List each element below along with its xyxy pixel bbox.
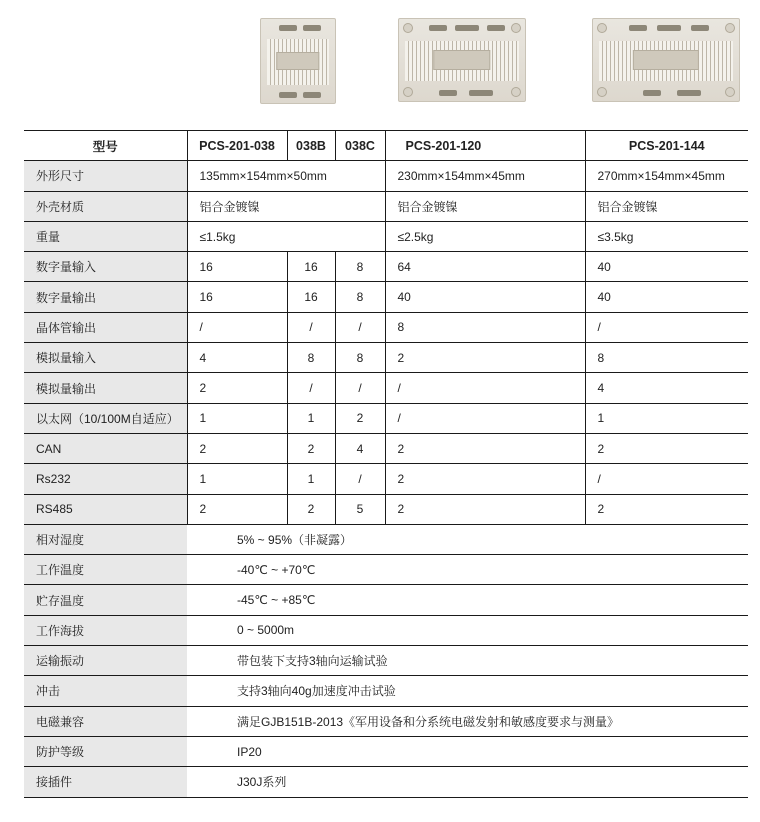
cell-038c: 8	[335, 252, 385, 282]
cell-038: 135mm×154mm×50mm	[187, 161, 385, 191]
common-value: 满足GJB151B-2013《军用设备和分系统电磁发射和敏感度要求与测量》	[187, 706, 748, 736]
cell-144: 2	[585, 494, 748, 524]
common-row	[24, 676, 748, 706]
cell-038: 16	[187, 282, 287, 312]
cell-144: 4	[585, 373, 748, 403]
cell-038c: 4	[335, 433, 385, 463]
product-image-pcs-201-120	[398, 18, 526, 102]
row-label: 晶体管输出	[24, 312, 187, 342]
cell-038b: 1	[287, 464, 335, 494]
common-row	[24, 555, 748, 585]
product-image-pcs-201-144	[592, 18, 740, 102]
cell-144: 2	[585, 433, 748, 463]
common-row	[24, 706, 748, 736]
cell-120: 2	[385, 343, 585, 373]
common-row	[24, 736, 748, 766]
common-row	[24, 767, 748, 797]
cell-038: 4	[187, 343, 287, 373]
cell-144: /	[585, 312, 748, 342]
common-value: 5% ~ 95%（非凝露）	[187, 524, 748, 554]
header-model-144: PCS-201-144	[585, 131, 748, 161]
cell-038: 铝合金镀镍	[187, 191, 385, 221]
cell-120: 8	[385, 312, 585, 342]
cell-038c: 8	[335, 282, 385, 312]
cell-038b: 2	[287, 433, 335, 463]
common-value: 带包装下支持3轴向运输试验	[187, 646, 748, 676]
product-image-pcs-201-038	[260, 18, 336, 104]
product-images	[0, 0, 760, 120]
cell-038c: 8	[335, 343, 385, 373]
row-label: 防护等级	[24, 736, 187, 766]
cell-120: 2	[385, 464, 585, 494]
header-model-038c: 038C	[335, 131, 385, 161]
cell-038: ≤1.5kg	[187, 221, 385, 251]
row-label: 模拟量输出	[24, 373, 187, 403]
cell-038c: /	[335, 464, 385, 494]
header-row	[24, 131, 748, 161]
header-label: 型号	[24, 131, 187, 161]
cell-038: /	[187, 312, 287, 342]
table-row	[24, 403, 748, 433]
cell-120: 230mm×154mm×45mm	[385, 161, 585, 191]
cell-038c: 2	[335, 403, 385, 433]
cell-038b: /	[287, 312, 335, 342]
cell-038: 1	[187, 403, 287, 433]
cell-038: 2	[187, 433, 287, 463]
row-label: 数字量输入	[24, 252, 187, 282]
cell-038c: 5	[335, 494, 385, 524]
header-model-038b: 038B	[287, 131, 335, 161]
cell-120: 64	[385, 252, 585, 282]
cell-144: 8	[585, 343, 748, 373]
cell-120: /	[385, 373, 585, 403]
cell-038b: 16	[287, 282, 335, 312]
cell-038: 2	[187, 373, 287, 403]
common-row	[24, 615, 748, 645]
row-label: 运输振动	[24, 646, 187, 676]
table-row	[24, 494, 748, 524]
cell-144: 40	[585, 282, 748, 312]
common-value: -40℃ ~ +70℃	[187, 555, 748, 585]
cell-038b: 2	[287, 494, 335, 524]
table-row	[24, 433, 748, 463]
row-label: 以太网（10/100M自适应）	[24, 403, 187, 433]
row-label: 重量	[24, 221, 187, 251]
cell-144: 40	[585, 252, 748, 282]
cell-038c: /	[335, 373, 385, 403]
cell-120: 铝合金镀镍	[385, 191, 585, 221]
spec-table	[24, 130, 748, 798]
row-label: 电磁兼容	[24, 706, 187, 736]
table-row	[24, 343, 748, 373]
cell-120: 2	[385, 433, 585, 463]
row-label: 工作温度	[24, 555, 187, 585]
common-row	[24, 585, 748, 615]
table-row	[24, 464, 748, 494]
row-label: 模拟量输入	[24, 343, 187, 373]
common-row	[24, 524, 748, 554]
cell-038b: 1	[287, 403, 335, 433]
row-label: 工作海拔	[24, 615, 187, 645]
common-value: J30J系列	[187, 767, 748, 797]
table-row	[24, 221, 748, 251]
common-value: 0 ~ 5000m	[187, 615, 748, 645]
table-row	[24, 282, 748, 312]
cell-120: 40	[385, 282, 585, 312]
cell-120: 2	[385, 494, 585, 524]
cell-038c: /	[335, 312, 385, 342]
row-label: 接插件	[24, 767, 187, 797]
row-label: RS485	[24, 494, 187, 524]
table-row	[24, 161, 748, 191]
row-label: 数字量输出	[24, 282, 187, 312]
cell-038b: 16	[287, 252, 335, 282]
table-row	[24, 191, 748, 221]
table-row	[24, 252, 748, 282]
common-value: 支持3轴向40g加速度冲击试验	[187, 676, 748, 706]
cell-038b: /	[287, 373, 335, 403]
header-model-120: PCS-201-120	[385, 131, 585, 161]
cell-038: 1	[187, 464, 287, 494]
header-model-038: PCS-201-038	[187, 131, 287, 161]
row-label: Rs232	[24, 464, 187, 494]
row-label: 贮存温度	[24, 585, 187, 615]
cell-038b: 8	[287, 343, 335, 373]
cell-144: /	[585, 464, 748, 494]
cell-144: 1	[585, 403, 748, 433]
cell-144: 铝合金镀镍	[585, 191, 748, 221]
common-row	[24, 646, 748, 676]
row-label: 外形尺寸	[24, 161, 187, 191]
row-label: 相对湿度	[24, 524, 187, 554]
cell-120: /	[385, 403, 585, 433]
cell-038: 2	[187, 494, 287, 524]
cell-120: ≤2.5kg	[385, 221, 585, 251]
row-label: CAN	[24, 433, 187, 463]
common-value: -45℃ ~ +85℃	[187, 585, 748, 615]
row-label: 冲击	[24, 676, 187, 706]
row-label: 外壳材质	[24, 191, 187, 221]
table-row	[24, 373, 748, 403]
table-row	[24, 312, 748, 342]
cell-144: ≤3.5kg	[585, 221, 748, 251]
cell-144: 270mm×154mm×45mm	[585, 161, 748, 191]
common-value: IP20	[187, 736, 748, 766]
cell-038: 16	[187, 252, 287, 282]
